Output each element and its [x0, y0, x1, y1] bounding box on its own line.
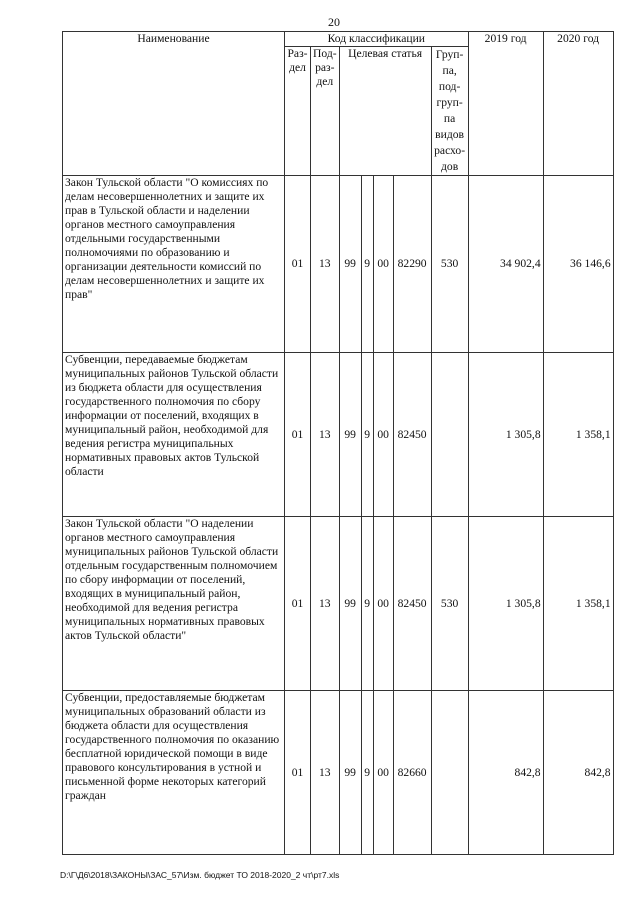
row-target-subprogram: 9 [361, 353, 373, 517]
row-value-2020: 842,8 [543, 691, 613, 855]
row-value-2020: 1 358,1 [543, 517, 613, 691]
row-name: Субвенции, предоставляемые бюджетам муниципальных образований области из бюджета области для осуществления государственного полномочия по оказанию бесплатной юридической помощи в виде правового консультирования в устной и письменной форме некоторых категорий граждан [63, 691, 285, 855]
row-expense-group: 530 [431, 176, 468, 353]
row-target-direction: 00 [373, 176, 393, 353]
row-podrazdel: 13 [311, 517, 340, 691]
row-podrazdel: 13 [311, 176, 340, 353]
header-group: Груп- па, под- груп- па видов расхо- дов [431, 47, 468, 176]
row-razdel: 01 [285, 176, 311, 353]
row-value-2019: 842,8 [468, 691, 543, 855]
row-value-2019: 1 305,8 [468, 353, 543, 517]
table-row [63, 176, 614, 353]
row-razdel: 01 [285, 517, 311, 691]
row-value-2019: 1 305,8 [468, 517, 543, 691]
row-target-direction: 00 [373, 517, 393, 691]
budget-table [62, 31, 614, 855]
header-year-2020: 2020 год [543, 32, 613, 176]
row-target-code: 82450 [393, 353, 431, 517]
row-target-subprogram: 9 [361, 517, 373, 691]
row-name: Закон Тульской области "О наделении органов местного самоуправления муниципальных районов Тульской области отдельным государственным полномочием по сбору информации от поселений, входящих в муниципальный район, необходимой для ведения регистра муниципальных нормативных правовых актов Тульской области" [63, 517, 285, 691]
table-row [63, 517, 614, 691]
row-target-code: 82290 [393, 176, 431, 353]
row-razdel: 01 [285, 691, 311, 855]
row-target-program: 99 [339, 691, 361, 855]
row-name: Субвенции, передаваемые бюджетам муниципальных районов Тульской области из бюджета области для осуществления государственного полномочия по сбору информации от поселений, входящих в муниципальный район, необходимой для ведения регистра муниципальных нормативных правовых актов Тульской области [63, 353, 285, 517]
row-expense-group: 530 [431, 517, 468, 691]
header-razdel: Раз- дел [285, 47, 311, 176]
row-value-2020: 36 146,6 [543, 176, 613, 353]
row-target-program: 99 [339, 353, 361, 517]
header-target: Целевая статья [339, 47, 431, 176]
table-row [63, 353, 614, 517]
row-target-subprogram: 9 [361, 176, 373, 353]
header-year-2019: 2019 год [468, 32, 543, 176]
row-value-2020: 1 358,1 [543, 353, 613, 517]
row-razdel: 01 [285, 353, 311, 517]
header-name: Наименование [63, 32, 285, 176]
row-podrazdel: 13 [311, 353, 340, 517]
row-target-program: 99 [339, 176, 361, 353]
row-value-2019: 34 902,4 [468, 176, 543, 353]
row-target-direction: 00 [373, 691, 393, 855]
row-target-program: 99 [339, 517, 361, 691]
row-target-code: 82450 [393, 517, 431, 691]
file-path-footer: D:\Г\Д6\2018\ЗАКОНЫ\ЗАС_57\Изм. бюджет ТО 2018-2020_2 чт\рт7.xls [60, 870, 340, 880]
row-target-subprogram: 9 [361, 691, 373, 855]
row-target-direction: 00 [373, 353, 393, 517]
row-expense-group [431, 691, 468, 855]
table-row [63, 691, 614, 855]
header-podrazdel: Под- раз- дел [311, 47, 340, 176]
row-podrazdel: 13 [311, 691, 340, 855]
header-code-group: Код классификации [285, 32, 469, 47]
row-expense-group [431, 353, 468, 517]
page-number: 20 [328, 15, 340, 29]
row-target-code: 82660 [393, 691, 431, 855]
row-name: Закон Тульской области "О комиссиях по делам несовершеннолетних и защите их прав в Тульской области и наделении органов местного самоуправления отдельными государственными полномочиями по образованию и организации деятельности комиссий по делам несовершеннолетних и защите их прав" [63, 176, 285, 353]
